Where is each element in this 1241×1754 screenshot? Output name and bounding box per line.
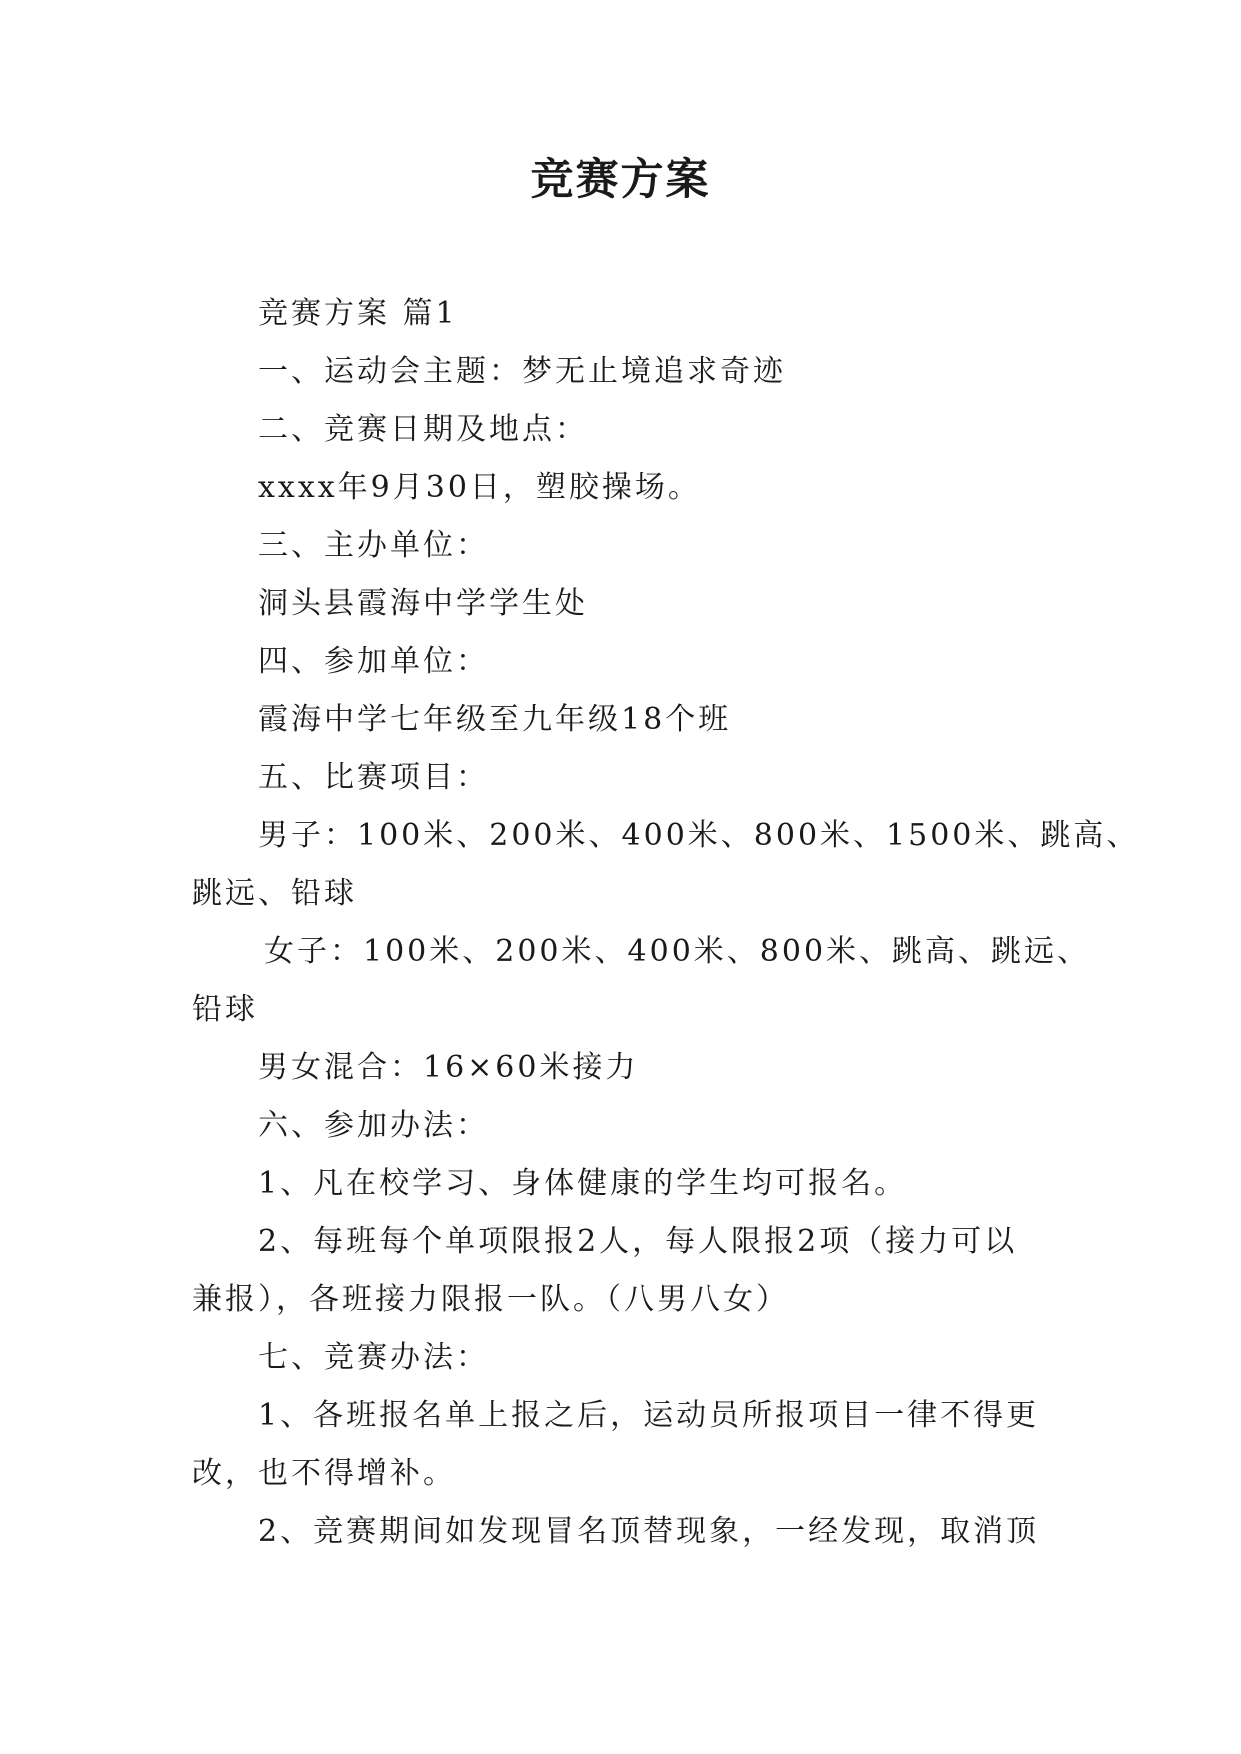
paragraph: 四、参加单位： [258,644,489,679]
paragraph: 六、参加办法： [258,1108,489,1143]
document-body [192,285,1140,1561]
paragraph: 二、竞赛日期及地点： [258,412,588,447]
paragraph-continuation: 铅球 [192,992,258,1027]
paragraph-continuation: 跳远、铅球 [192,876,357,911]
paragraph: 男子：100米、200米、400米、800米、1500米、跳高、 [258,818,1140,853]
paragraph: xxxx年9月30日，塑胶操场。 [258,470,701,505]
paragraph: 2、竞赛期间如发现冒名顶替现象，一经发现，取消顶 [258,1514,1040,1549]
paragraph: 1、凡在校学习、身体健康的学生均可报名。 [258,1166,908,1201]
paragraph: 一、运动会主题：梦无止境追求奇迹 [258,354,786,389]
paragraph: 洞头县霞海中学学生处 [258,586,588,621]
paragraph: 女子：100米、200米、400米、800米、跳高、跳远、 [264,934,1091,969]
paragraph: 五、比赛项目： [258,760,489,795]
paragraph: 男女混合：16×60米接力 [258,1050,639,1085]
paragraph-continuation: 兼报），各班接力限报一队。（八男八女） [192,1282,789,1317]
document-title: 竞赛方案 [530,155,711,205]
paragraph: 三、主办单位： [258,528,489,563]
section-heading: 竞赛方案 篇1 [258,296,458,331]
paragraph: 霞海中学七年级至九年级18个班 [258,702,732,737]
paragraph: 2、每班每个单项限报2人，每人限报2项（接力可以 [258,1224,1018,1259]
paragraph-continuation: 改，也不得增补。 [192,1456,456,1491]
paragraph: 1、各班报名单上报之后，运动员所报项目一律不得更 [258,1398,1040,1433]
paragraph: 七、竞赛办法： [258,1340,489,1375]
